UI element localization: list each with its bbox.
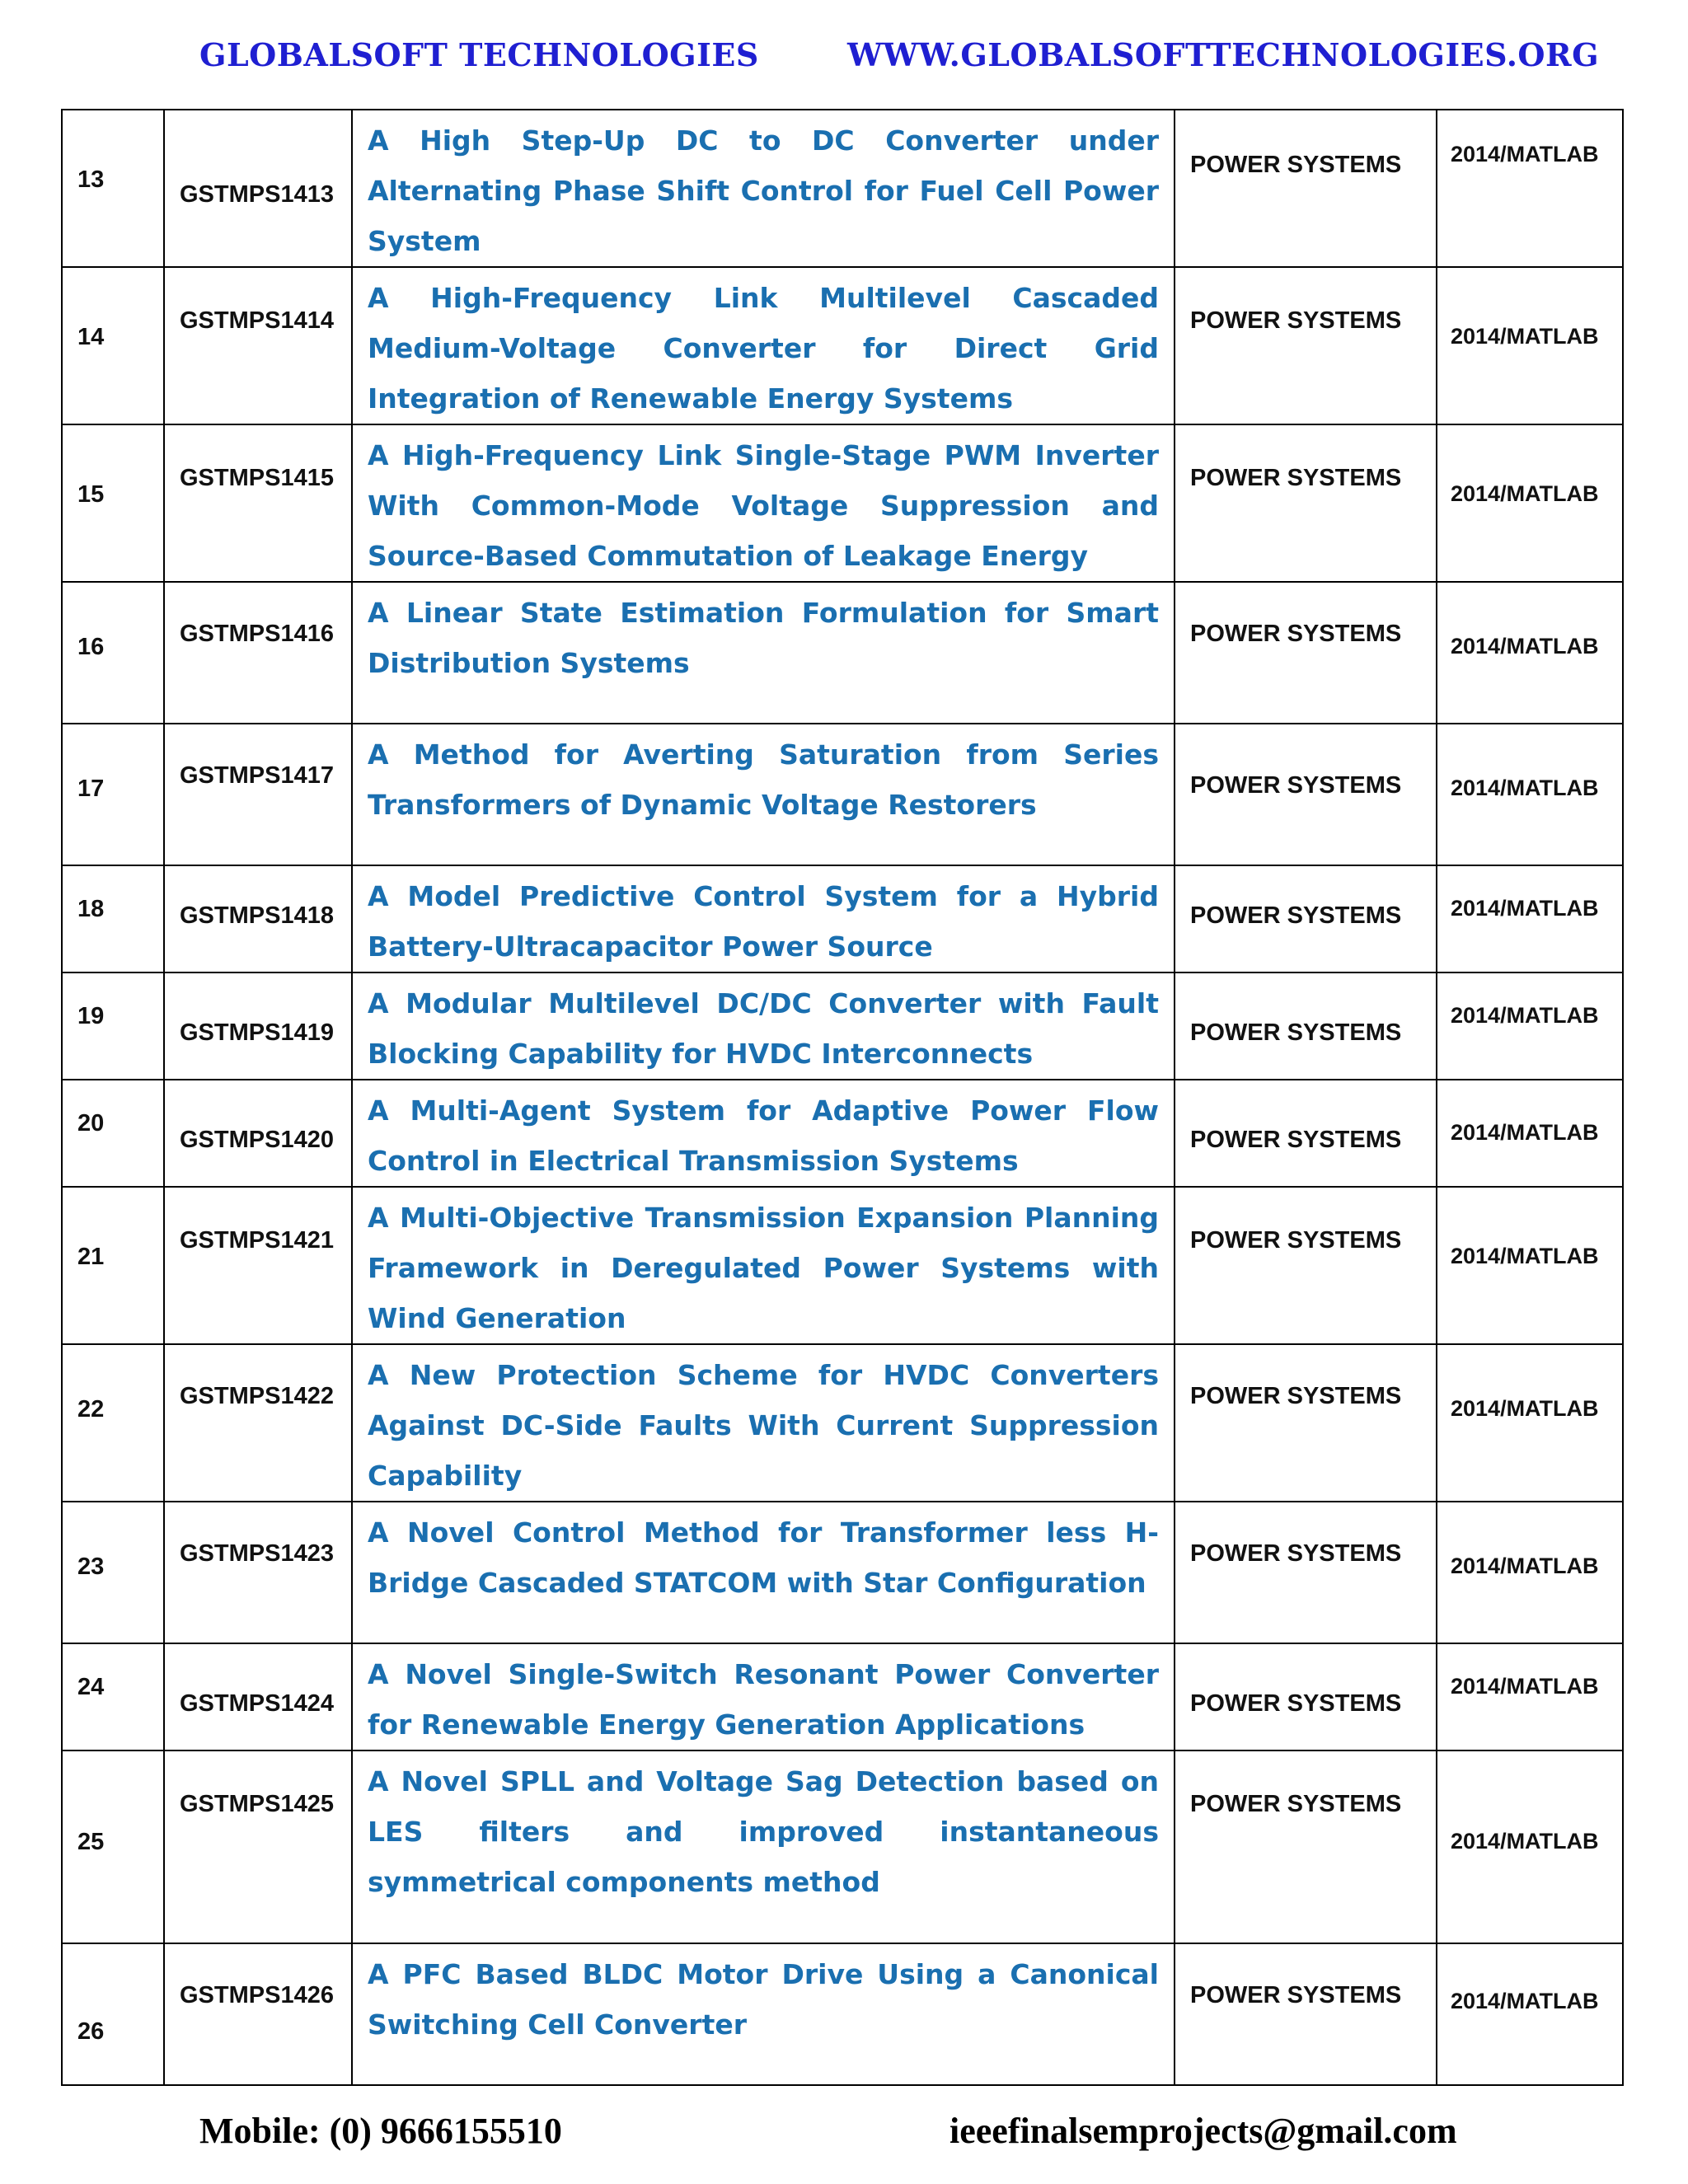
project-number: 14 [77, 324, 105, 350]
project-year-cell [1437, 110, 1623, 267]
project-title: A Linear State Estimation Formulation for Smart Distribution Systems [368, 597, 1159, 679]
project-code-cell [164, 1344, 352, 1502]
project-code-cell [164, 1643, 352, 1750]
table-row [62, 1502, 1623, 1643]
project-domain: POWER SYSTEMS [1190, 1791, 1402, 1817]
project-year: 2014/MATLAB [1451, 776, 1599, 800]
project-title-cell [352, 724, 1175, 865]
table-row [62, 865, 1623, 972]
project-domain: POWER SYSTEMS [1190, 621, 1402, 647]
project-title-cell [352, 972, 1175, 1080]
project-domain-cell [1175, 1750, 1437, 1943]
project-title: A Novel SPLL and Voltage Sag Detection based on LES filters and improved instantaneous symmetrical components method [368, 1765, 1159, 1898]
project-domain: POWER SYSTEMS [1190, 1019, 1402, 1046]
project-year-cell [1437, 724, 1623, 865]
project-code-cell [164, 110, 352, 267]
project-domain: POWER SYSTEMS [1190, 152, 1402, 178]
project-title: A Multi-Objective Transmission Expansion Planning Framework in Deregulated Power Systems with Wind Generation [368, 1202, 1159, 1334]
project-domain: POWER SYSTEMS [1190, 1127, 1402, 1153]
project-number: 20 [77, 1110, 105, 1137]
project-title-cell [352, 1080, 1175, 1187]
project-code-cell [164, 1943, 352, 2085]
project-title: A New Protection Scheme for HVDC Converters Against DC-Side Faults With Current Suppression Capability [368, 1359, 1159, 1492]
project-year-cell [1437, 1502, 1623, 1643]
project-domain-cell [1175, 1344, 1437, 1502]
project-domain: POWER SYSTEMS [1190, 902, 1402, 929]
project-domain-cell [1175, 582, 1437, 724]
project-title: A Novel Control Method for Transformer less H-Bridge Cascaded STATCOM with Star Configuration [368, 1516, 1159, 1599]
project-title-cell [352, 1750, 1175, 1943]
project-title: A Modular Multilevel DC/DC Converter with Fault Blocking Capability for HVDC Interconnects [368, 987, 1159, 1070]
project-number-cell [62, 724, 164, 865]
project-domain-cell [1175, 972, 1437, 1080]
project-year: 2014/MATLAB [1451, 142, 1599, 166]
project-number-cell [62, 110, 164, 267]
project-year: 2014/MATLAB [1451, 896, 1599, 921]
project-code-cell [164, 1080, 352, 1187]
project-domain-cell [1175, 1643, 1437, 1750]
table-row [62, 110, 1623, 267]
table-row [62, 1187, 1623, 1344]
project-code: GSTMPS1422 [180, 1383, 334, 1409]
project-number-cell [62, 1943, 164, 2085]
table-row [62, 1750, 1623, 1943]
project-title-cell [352, 1943, 1175, 2085]
project-code: GSTMPS1424 [180, 1690, 334, 1717]
project-year-cell [1437, 582, 1623, 724]
project-number-cell [62, 865, 164, 972]
project-domain-cell [1175, 1187, 1437, 1344]
project-number-cell [62, 1344, 164, 1502]
project-year-cell [1437, 1943, 1623, 2085]
project-title: A Novel Single-Switch Resonant Power Converter for Renewable Energy Generation Applications [368, 1658, 1159, 1741]
project-year-cell [1437, 1643, 1623, 1750]
table-row [62, 724, 1623, 865]
table-row [62, 972, 1623, 1080]
project-domain: POWER SYSTEMS [1190, 465, 1402, 491]
company-website[interactable]: WWW.GLOBALSOFTTECHNOLOGIES.ORG [847, 36, 1600, 73]
project-year: 2014/MATLAB [1451, 1674, 1599, 1699]
project-code: GSTMPS1423 [180, 1540, 334, 1567]
project-code-cell [164, 424, 352, 582]
project-number: 24 [77, 1674, 105, 1700]
project-number: 13 [77, 166, 105, 193]
projects-table [61, 109, 1624, 2086]
project-code-cell [164, 582, 352, 724]
project-year: 2014/MATLAB [1451, 1989, 1599, 2013]
project-year: 2014/MATLAB [1451, 634, 1599, 658]
project-title-cell [352, 267, 1175, 424]
project-title: A High-Frequency Link Multilevel Cascaded Medium-Voltage Converter for Direct Grid Integration of Renewable Energy Systems [368, 282, 1159, 415]
project-number: 25 [77, 1829, 105, 1855]
project-number-cell [62, 1080, 164, 1187]
project-code-cell [164, 1750, 352, 1943]
project-year-cell [1437, 267, 1623, 424]
project-domain: POWER SYSTEMS [1190, 1540, 1402, 1567]
project-number-cell [62, 582, 164, 724]
project-domain: POWER SYSTEMS [1190, 1383, 1402, 1409]
project-year-cell [1437, 424, 1623, 582]
project-code: GSTMPS1420 [180, 1127, 334, 1153]
page-footer [0, 2110, 1688, 2159]
project-number-cell [62, 1750, 164, 1943]
project-number-cell [62, 1502, 164, 1643]
project-code: GSTMPS1413 [180, 181, 334, 208]
project-year-cell [1437, 1187, 1623, 1344]
project-number: 22 [77, 1396, 105, 1422]
project-year: 2014/MATLAB [1451, 481, 1599, 506]
table-row [62, 424, 1623, 582]
project-domain: POWER SYSTEMS [1190, 307, 1402, 334]
project-number: 15 [77, 481, 105, 508]
project-number: 23 [77, 1554, 105, 1580]
project-year-cell [1437, 1750, 1623, 1943]
project-code: GSTMPS1417 [180, 762, 334, 789]
project-domain: POWER SYSTEMS [1190, 1227, 1402, 1254]
project-number: 26 [77, 2018, 105, 2045]
project-year: 2014/MATLAB [1451, 1554, 1599, 1578]
project-title: A Multi-Agent System for Adaptive Power Flow Control in Electrical Transmission Systems [368, 1094, 1159, 1177]
project-number: 17 [77, 776, 105, 802]
project-title-cell [352, 1502, 1175, 1643]
project-year-cell [1437, 1344, 1623, 1502]
project-code: GSTMPS1425 [180, 1791, 334, 1817]
table-row [62, 1643, 1623, 1750]
project-title: A Model Predictive Control System for a Hybrid Battery-Ultracapacitor Power Source [368, 880, 1159, 963]
project-domain-cell [1175, 865, 1437, 972]
page-header [0, 36, 1688, 86]
table-row [62, 1080, 1623, 1187]
project-number-cell [62, 1187, 164, 1344]
project-domain-cell [1175, 1080, 1437, 1187]
project-code-cell [164, 267, 352, 424]
project-code-cell [164, 724, 352, 865]
project-domain-cell [1175, 1502, 1437, 1643]
project-code: GSTMPS1418 [180, 902, 334, 929]
project-domain: POWER SYSTEMS [1190, 772, 1402, 799]
project-number-cell [62, 1643, 164, 1750]
project-code-cell [164, 1502, 352, 1643]
project-domain-cell [1175, 267, 1437, 424]
company-name: GLOBALSOFT TECHNOLOGIES [199, 36, 759, 73]
project-code-cell [164, 972, 352, 1080]
project-year-cell [1437, 972, 1623, 1080]
project-code-cell [164, 865, 352, 972]
project-code: GSTMPS1414 [180, 307, 334, 334]
project-number-cell [62, 267, 164, 424]
project-year: 2014/MATLAB [1451, 1396, 1599, 1421]
project-year: 2014/MATLAB [1451, 1244, 1599, 1268]
project-title-cell [352, 1344, 1175, 1502]
table-row [62, 1943, 1623, 2085]
project-number-cell [62, 972, 164, 1080]
table-row [62, 582, 1623, 724]
project-domain: POWER SYSTEMS [1190, 1982, 1402, 2008]
table-row [62, 1344, 1623, 1502]
project-number: 19 [77, 1003, 105, 1029]
project-number: 18 [77, 896, 105, 922]
project-code: GSTMPS1415 [180, 465, 334, 491]
project-number-cell [62, 424, 164, 582]
project-year: 2014/MATLAB [1451, 1829, 1599, 1854]
project-code: GSTMPS1419 [180, 1019, 334, 1046]
project-number: 16 [77, 634, 105, 660]
contact-email[interactable]: ieeefinalsemprojects@gmail.com [950, 2111, 1457, 2151]
project-domain-cell [1175, 724, 1437, 865]
project-title: A PFC Based BLDC Motor Drive Using a Canonical Switching Cell Converter [368, 1958, 1159, 2041]
project-year-cell [1437, 865, 1623, 972]
project-code: GSTMPS1421 [180, 1227, 334, 1254]
project-domain-cell [1175, 110, 1437, 267]
table-row [62, 267, 1623, 424]
project-title-cell [352, 1643, 1175, 1750]
project-title-cell [352, 110, 1175, 267]
project-title-cell [352, 582, 1175, 724]
project-year: 2014/MATLAB [1451, 324, 1599, 349]
project-code: GSTMPS1416 [180, 621, 334, 647]
project-title: A High-Frequency Link Single-Stage PWM Inverter With Common-Mode Voltage Suppression and Source-Based Commutation of Leakage Energy [368, 439, 1159, 572]
project-code: GSTMPS1426 [180, 1982, 334, 2008]
project-domain: POWER SYSTEMS [1190, 1690, 1402, 1717]
project-title-cell [352, 1187, 1175, 1344]
project-title-cell [352, 865, 1175, 972]
project-year: 2014/MATLAB [1451, 1120, 1599, 1145]
project-year-cell [1437, 1080, 1623, 1187]
project-title: A Method for Averting Saturation from Series Transformers of Dynamic Voltage Restorers [368, 738, 1159, 821]
project-number: 21 [77, 1244, 105, 1270]
project-code-cell [164, 1187, 352, 1344]
project-title-cell [352, 424, 1175, 582]
mobile-number: Mobile: (0) 9666155510 [199, 2111, 562, 2151]
project-domain-cell [1175, 1943, 1437, 2085]
project-title: A High Step-Up DC to DC Converter under Alternating Phase Shift Control for Fuel Cell Power System [368, 124, 1159, 257]
project-domain-cell [1175, 424, 1437, 582]
project-year: 2014/MATLAB [1451, 1003, 1599, 1028]
